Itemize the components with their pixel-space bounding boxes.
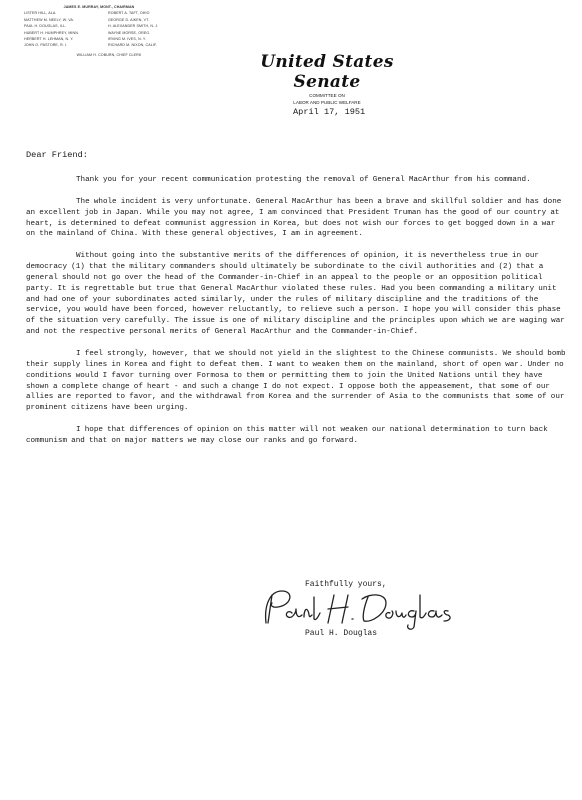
member-name: IRVING M. IVES, N. Y.	[108, 37, 147, 42]
paragraph-4: I feel strongly, however, that we should not yield in the slightest to the Chinese communists. We should bomb their supply lines in Korea and fight to defeat them. I want to weaken them on the mainland, short of open war. Under no conditions would I favor turning over Formosa to them or permitting them to join the United Nations until they have shown a complete change of heart - and such a change I do not expect. I oppose both the appeasement, that some of our allies are reported to favor, and the withdrawal from Korea and the surrender of Asia to the communists that some of our prominent citizens have been urging.	[26, 349, 566, 413]
paragraph-3: Without going into the substantive merits of the differences of opinion, it is nevertheless true in our democracy (1) that the military commanders should ultimately be subordinate to the civil authorities and (2) that a general should not go over the head of the Commander-in-Chief in an appeal to the people or an opposition political party. It is regrettable but true that General MacArthur violated these rules. Had you been commanding a military unit and had one of your subordinates acted similarly, under the rules of military discipline and the traditions of the service, you would have been forced, however reluctantly, to relieve such a person. I hope you will consider this phase of the situation very carefully. The issue is one of military discipline and the principles upon which we are waging war and not the respective personal merits of General MacArthur and the Commander-in-Chief.	[26, 252, 565, 337]
member-name: GEORGE D. AIKEN, VT.	[108, 17, 150, 22]
member-name: H. ALEXANDER SMITH, N. J.	[108, 24, 159, 29]
closing: Faithfully yours,	[305, 580, 387, 589]
chief-clerk-line: WILLIAM H. COBURN, CHIEF CLERK	[76, 52, 142, 57]
member-name: HUBERT H. HUMPHREY, MINN.	[24, 30, 80, 35]
typed-name: Paul H. Douglas	[305, 629, 378, 638]
members-left-column	[24, 10, 100, 48]
salutation: Dear Friend:	[26, 150, 88, 160]
committee-line-2: LABOR AND PUBLIC WELFARE	[293, 100, 361, 105]
senate-title: United States Senate	[260, 52, 394, 92]
letterhead-title-block	[232, 52, 422, 106]
committee-line-1: COMMITTEE ON	[309, 93, 345, 98]
member-name: MATTHEW M. NEELY, W. VA.	[24, 17, 75, 22]
handwritten-signature	[256, 583, 456, 631]
paragraph-5: I hope that differences of opinion on this matter will not weaken our national determination to turn back communism and that on major matters we may close our ranks and go forward.	[26, 426, 548, 445]
letter-body	[26, 150, 566, 458]
member-name: JOHN O. PASTORE, R. I.	[24, 43, 68, 48]
member-name: HERBERT H. LEHMAN, N. Y.	[24, 37, 74, 42]
member-name: PAUL H. DOUGLAS, ILL.	[24, 24, 67, 29]
member-name: WAYNE MORSE, OREG.	[108, 30, 151, 35]
members-right-column	[108, 10, 184, 48]
paragraph-1: Thank you for your recent communication protesting the removal of General MacArthur from his command.	[76, 176, 531, 184]
member-name: LISTER HILL, ALA.	[24, 11, 57, 16]
paragraph-2: The whole incident is very unfortunate. General MacArthur has been a brave and skillful soldier and has done an excellent job in Japan. While you may not agree, I am convinced that President Truman has the good of our country at heart, is determined to defeat communist aggression in Korea, but does not wish our forces to get bogged down in a war on the mainland of China. With these general objectives, I am in agreement.	[26, 197, 562, 239]
member-name: RICHARD M. NIXON, CALIF.	[108, 43, 157, 48]
committee-members-list	[24, 4, 196, 58]
letter-date: April 17, 1951	[293, 107, 366, 117]
chairman-line: JAMES E. MURRAY, MONT., CHAIRMAN	[63, 5, 135, 9]
member-name: ROBERT A. TAFT, OHIO	[108, 11, 150, 16]
